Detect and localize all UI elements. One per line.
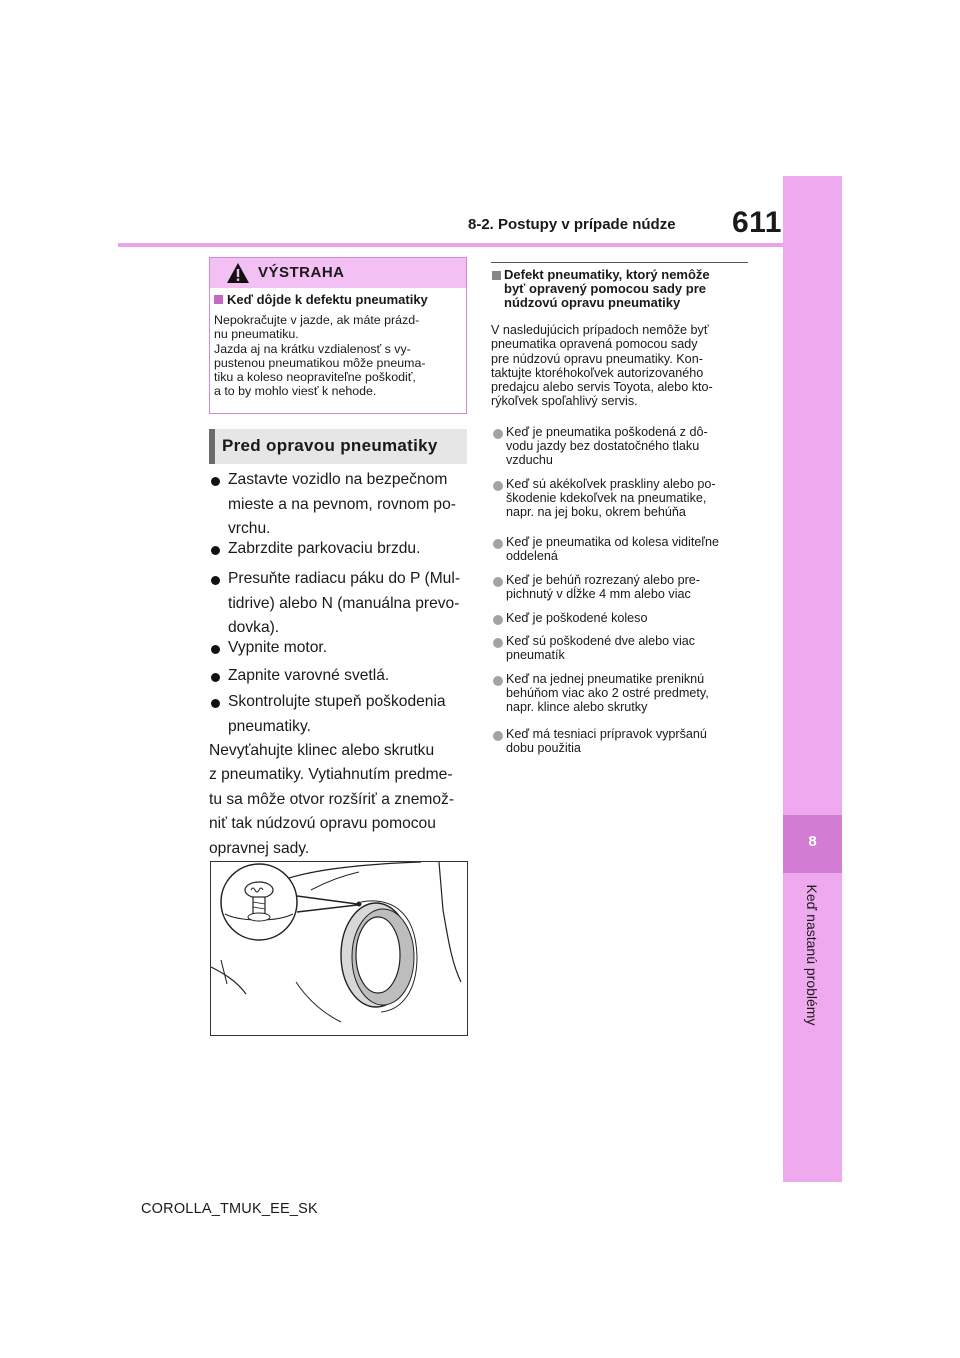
left-paragraph: Nevyťahujte klinec alebo skrutku z pneumatiky. Vytiahnutím predme- tu sa môže otvor rozšíriť a znemož- niť tak núdzovú opravu pomocou opravnej sady. [209, 742, 455, 857]
right-column-rule [491, 262, 748, 263]
bullet-icon [493, 539, 503, 549]
right-subhead: Defekt pneumatiky, ktorý nemôže byť opravený pomocou sady pre núdzovú opravu pneumatiky [504, 267, 710, 310]
right-intro-paragraph: V nasledujúcich prípadoch nemôže byť pneumatika opravená pomocou sady pre núdzovú opravu pneumatiky. Kon- taktujte ktoréhokoľvek autorizovaného predajcu alebo servis Toyota, alebo kto- rýkoľvek spoľahlivý servis. [491, 323, 713, 409]
bullet-icon [493, 577, 503, 587]
bullet-icon [211, 699, 220, 708]
left-bullet-3: Presuňte radiacu páku do P (Mul- tidrive) alebo N (manuálna prevo- dovka). [228, 570, 461, 636]
bullet-icon [211, 546, 220, 555]
bullet-icon [211, 576, 220, 585]
left-bullet-6: Skontrolujte stupeň poškodenia pneumatiky. [228, 693, 446, 735]
bullet-icon [493, 481, 503, 491]
left-bullet-4: Vypnite motor. [228, 639, 328, 656]
warning-text: Nepokračujte v jazde, ak máte prázd- nu pneumatiku. Jazda aj na krátku vzdialenosť s vy- pustenou pneumatikou môže pneuma- tiku a koleso neopraviteľne poškodiť, a to by mohlo viesť k nehode. [214, 313, 426, 399]
page-number: 611 [732, 206, 782, 239]
right-bullet-4: Keď je behúň rozrezaný alebo pre- pichnutý v dĺžke 4 mm alebo viac [506, 573, 700, 602]
square-bullet-icon [214, 295, 223, 304]
section-heading: Pred opravou pneumatiky [222, 436, 438, 455]
warning-title: VÝSTRAHA [258, 264, 345, 281]
left-bullet-2: Zabrzdite parkovaciu brzdu. [228, 540, 421, 557]
bullet-icon [493, 676, 503, 686]
bullet-icon [211, 477, 220, 486]
right-bullet-3: Keď je pneumatika od kolesa viditeľne oddelená [506, 535, 720, 564]
chapter-side-tab [783, 176, 842, 1182]
chapter-title: Keď nastanú problémy [804, 884, 820, 1026]
right-bullet-7: Keď na jednej pneumatike preniknú behúňom viac ako 2 ostré predmety, napr. klince alebo skrutky [506, 672, 709, 715]
left-bullet-5: Zapnite varovné svetlá. [228, 667, 390, 684]
section-title: 8-2. Postupy v prípade núdze [468, 216, 676, 233]
right-bullet-6: Keď sú poškodené dve alebo viac pneumatík [506, 634, 696, 663]
header-rule [118, 243, 783, 247]
bullet-icon [493, 638, 503, 648]
bullet-icon [211, 645, 220, 654]
warning-subhead [214, 292, 428, 307]
bullet-icon [493, 615, 503, 625]
bullet-icon [493, 731, 503, 741]
right-bullet-1: Keď je pneumatika poškodená z dô- vodu jazdy bez dostatočného tlaku vzduchu [506, 425, 708, 468]
left-bullet-1: Zastavte vozidlo na bezpečnom mieste a na pevnom, rovnom po- vrchu. [228, 471, 456, 537]
tire-puncture-illustration [210, 861, 468, 1036]
right-bullet-8: Keď má tesniaci prípravok vypršanú dobu použitia [506, 727, 707, 756]
warning-subhead-text: Keď dôjde k defektu pneumatiky [227, 292, 428, 307]
document-footer-code: COROLLA_TMUK_EE_SK [141, 1201, 318, 1217]
right-bullet-5: Keď je poškodené koleso [506, 611, 648, 625]
bullet-icon [493, 429, 503, 439]
tire-with-screw-illustration [211, 862, 466, 1034]
square-bullet-icon [492, 271, 501, 280]
warning-triangle-icon [226, 262, 250, 284]
bullet-icon [211, 673, 220, 682]
right-bullet-2: Keď sú akékoľvek praskliny alebo po- škodenie kdekoľvek na pneumatike, napr. na jej boku, okrem behúňa [506, 477, 716, 520]
chapter-number: 8 [808, 833, 817, 850]
